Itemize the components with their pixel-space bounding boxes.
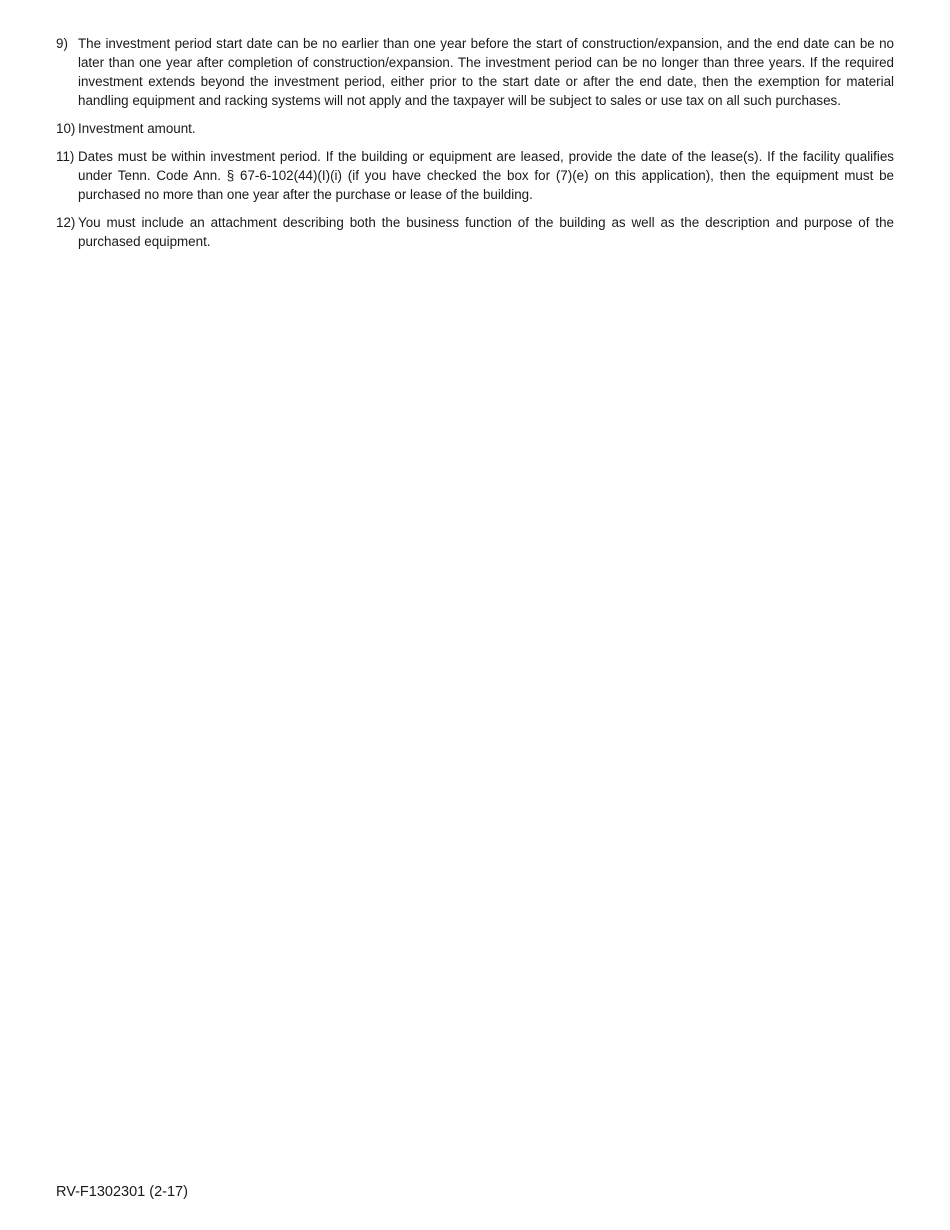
instruction-text: You must include an attachment describing both the business function of the building as well as the description and purpose of the purchased equipment. bbox=[78, 215, 894, 249]
instruction-number: 10) bbox=[56, 121, 76, 136]
instruction-text: Dates must be within investment period. If the building or equipment are leased, provide the date of the lease(s). If the facility qualifies under Tenn. Code Ann. § 67-6-102(44)(I)(i) (if you have checked the box for (7)(e) on this application), then the equipment must be purchased no more than one year after the purchase or lease of the building. bbox=[78, 149, 894, 202]
instruction-item-10 bbox=[56, 119, 894, 138]
instructions-list bbox=[56, 34, 894, 260]
instruction-item-9 bbox=[56, 34, 894, 110]
instruction-text: The investment period start date can be no earlier than one year before the start of construction/expansion, and the end date can be no later than one year after completion of construction/expansion. The investment period can be no longer than three years. If the required investment extends beyond the investment period, either prior to the start date or after the end date, then the exemption for material handling equipment and racking systems will not apply and the taxpayer will be subject to sales or use tax on all such purchases. bbox=[78, 36, 894, 108]
instruction-text: Investment amount. bbox=[78, 121, 196, 136]
instruction-number: 12) bbox=[56, 215, 76, 230]
instruction-number: 11) bbox=[56, 149, 75, 164]
instruction-number: 9) bbox=[56, 36, 68, 51]
instruction-item-11 bbox=[56, 147, 894, 204]
instruction-item-12 bbox=[56, 213, 894, 251]
form-id-footer: RV-F1302301 (2-17) bbox=[56, 1184, 188, 1200]
